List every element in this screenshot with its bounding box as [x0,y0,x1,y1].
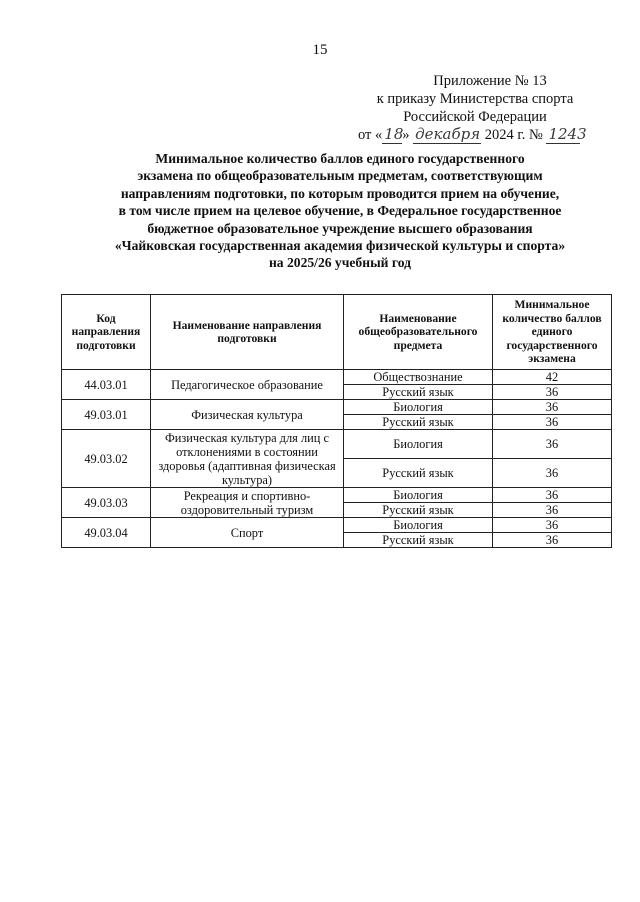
date-prefix: от « [358,127,383,143]
title-line: Минимальное количество баллов единого государственного [155,151,525,166]
cell-code: 49.03.03 [62,488,151,518]
title-line: «Чайковская государственная академия физической культуры и спорта» [114,238,566,254]
order-date-line [358,125,587,144]
header-direction: Наименование направления подготовки [151,295,344,370]
cell-subject: Русский язык [344,459,493,488]
title-line: в том числе прием на целевое обучение, в Федеральное государственное [118,203,562,219]
header-subject: Наименование общеобразовательного предмета [344,295,493,370]
cell-score: 42 [493,370,612,385]
table-header-row [62,295,612,370]
table-row [62,370,612,385]
cell-direction: Физическая культура для лиц с отклонениями в состоянии здоровья (адаптивная физическая культура) [151,430,344,488]
cell-score: 36 [493,518,612,533]
cell-code: 49.03.02 [62,430,151,488]
title-line: на 2025/26 учебный год [268,255,412,271]
cell-score: 36 [493,533,612,548]
cell-code: 44.03.01 [62,370,151,400]
cell-direction: Педагогическое образование [151,370,344,400]
cell-score: 36 [493,430,612,459]
appendix-order-ref: к приказу Министерства спорта [376,91,574,107]
title-line: экзамена по общеобразовательным предметам, соответствующим [137,168,543,184]
handwritten-order-number: 1243 [548,125,587,143]
cell-code: 49.03.01 [62,400,151,430]
cell-subject: Биология [344,400,493,415]
handwritten-day: 18 [384,125,404,143]
cell-score: 36 [493,385,612,400]
cell-score: 36 [493,459,612,488]
cell-subject: Русский язык [344,385,493,400]
title-line: бюджетное образовательное учреждение высшего образования [147,220,533,236]
cell-score: 36 [493,488,612,503]
handwritten-month: декабря [415,125,481,143]
title-line: направлениям подготовки, по которым проводится прием на обучение, [120,185,560,201]
header-min-score: Минимальное количество баллов единого государственного экзамена [493,295,612,370]
cell-subject: Биология [344,518,493,533]
table-row [62,430,612,459]
cell-code: 49.03.04 [62,518,151,548]
appendix-block [330,72,620,126]
cell-score: 36 [493,503,612,518]
table-row [62,518,612,533]
page-number: 15 [312,42,328,58]
cell-subject: Русский язык [344,503,493,518]
date-mid: » [402,127,410,143]
document-title [70,150,610,272]
cell-score: 36 [493,400,612,415]
date-year: 2024 г. № [484,127,543,143]
appendix-federation: Российской Федерации [403,109,547,125]
cell-subject: Русский язык [344,533,493,548]
cell-subject: Обществознание [344,370,493,385]
cell-direction: Спорт [151,518,344,548]
header-code: Код направления подготовки [62,295,151,370]
scores-table [61,294,612,548]
appendix-title: Приложение № 13 [433,73,547,89]
table-row [62,400,612,415]
cell-direction: Рекреация и спортивно-оздоровительный туризм [151,488,344,518]
cell-score: 36 [493,415,612,430]
table-row [62,488,612,503]
cell-subject: Биология [344,488,493,503]
cell-subject: Русский язык [344,415,493,430]
cell-direction: Физическая культура [151,400,344,430]
cell-subject: Биология [344,430,493,459]
